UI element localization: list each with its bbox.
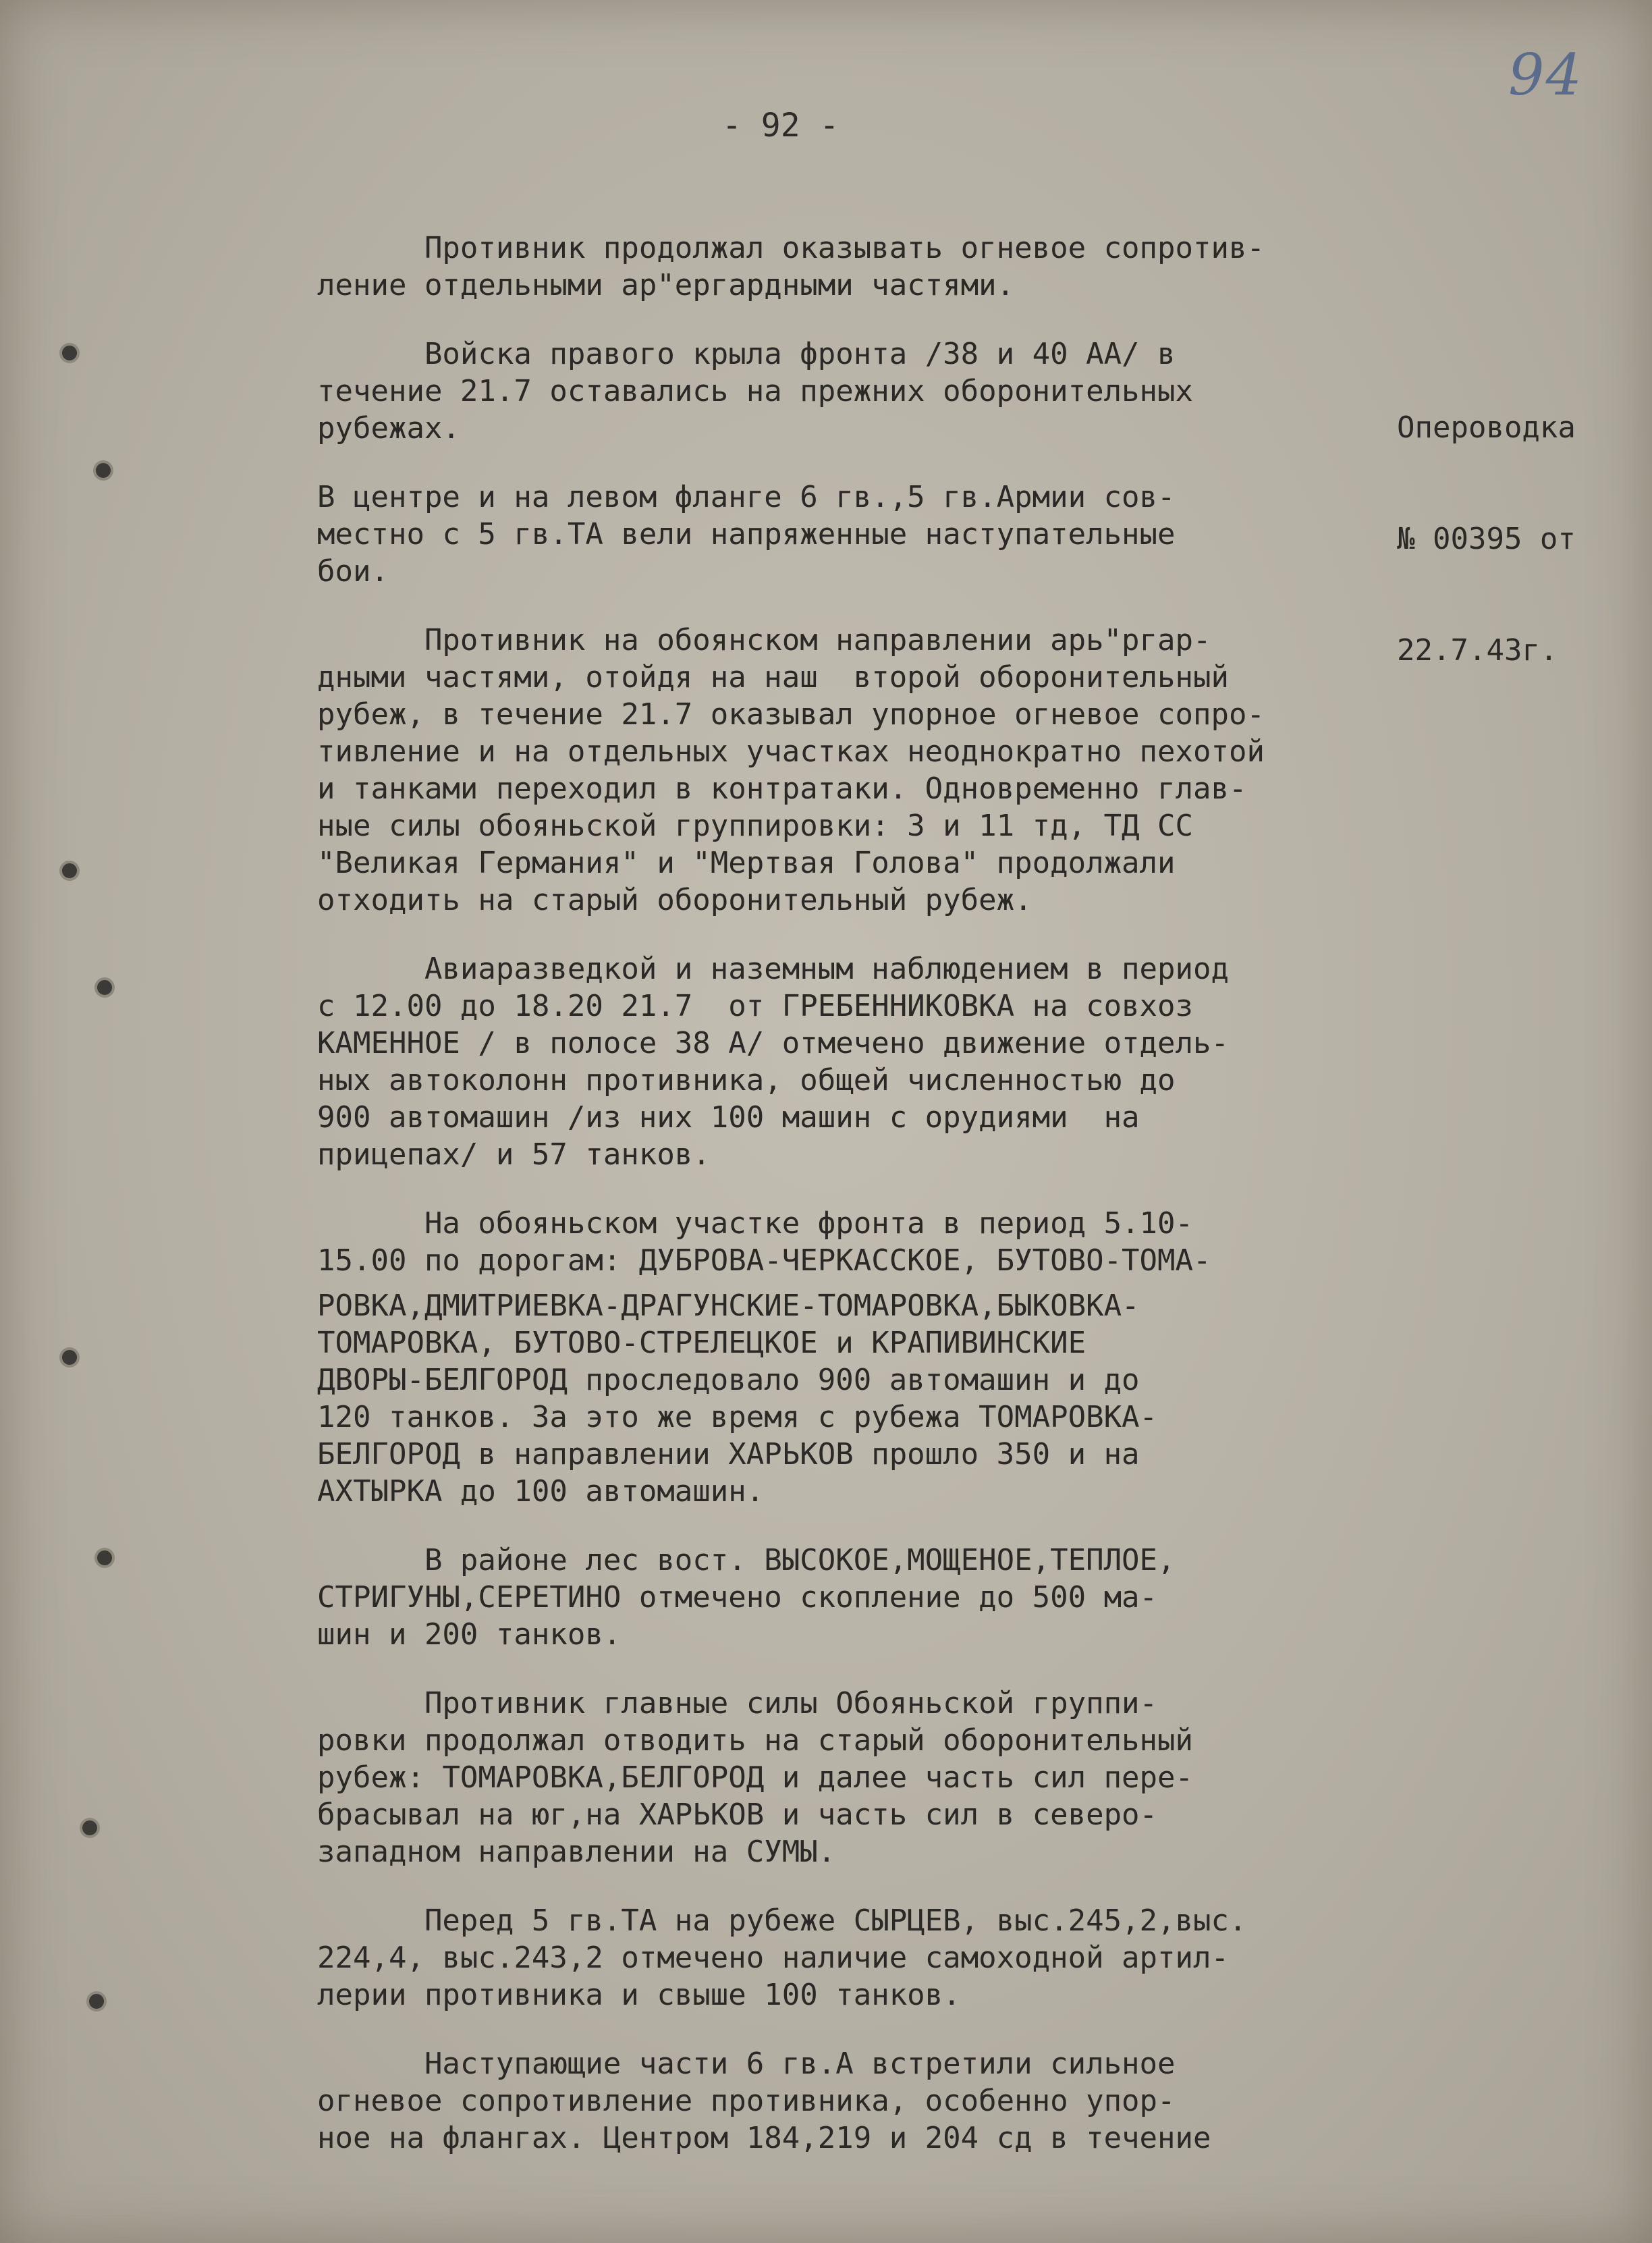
text-line: На обояньском участке фронта в период 5.10- — [317, 1206, 1194, 1241]
text-line: рубежах. — [317, 411, 460, 445]
paragraph — [317, 229, 1451, 304]
paragraph — [317, 479, 1451, 590]
paragraph — [317, 1685, 1451, 1870]
handwritten-page-number: 94 — [1508, 42, 1583, 108]
text-line: и танками переходил в контратаки. Одновременно глав- — [317, 772, 1247, 806]
typed-page-number: - 92 - — [722, 107, 839, 144]
text-line: ление отдельными ар"ергардными частями. — [317, 268, 1015, 302]
text-line: АХТЫРКА до 100 автомашин. — [317, 1474, 765, 1509]
text-line: "Великая Германия" и "Мертвая Голова" продолжали — [317, 846, 1176, 880]
text-line: Войска правого крыла фронта /38 и 40 АА/ в — [317, 337, 1176, 371]
paragraph — [317, 622, 1451, 919]
text-line: тивление и на отдельных участках неоднократно пехотой — [317, 734, 1265, 769]
text-line: Противник главные силы Обояньской группи- — [317, 1686, 1158, 1721]
binder-hole-7 — [80, 1818, 100, 1838]
text-line: шин и 200 танков. — [317, 1617, 622, 1652]
margin-note-line: № 00395 от — [1397, 522, 1576, 556]
text-line: 120 танков. За это же время с рубежа ТОМАРОВКА- — [317, 1400, 1158, 1434]
text-line: 224,4, выс.243,2 отмечено наличие самоходной артил- — [317, 1941, 1230, 1975]
text-line: В районе лес вост. ВЫСОКОЕ,МОЩЕНОЕ,ТЕПЛОЕ, — [317, 1543, 1176, 1577]
text-line: ДВОРЫ-БЕЛГОРОД проследовало 900 автомашин и до — [317, 1363, 1140, 1397]
text-line: с 12.00 до 18.20 21.7 от ГРЕБЕННИКОВКА на совхоз — [317, 989, 1194, 1023]
text-line: течение 21.7 оставались на прежних оборонительных — [317, 374, 1194, 408]
binder-hole-1 — [59, 343, 80, 363]
text-line: Противник на обоянском направлении арь"ргар- — [317, 623, 1211, 657]
margin-note-line: 22.7.43г. — [1397, 633, 1558, 668]
text-line: ные силы обояньской группировки: 3 и 11 тд, ТД СС — [317, 809, 1194, 843]
binder-hole-5 — [59, 1347, 80, 1368]
paragraph — [317, 335, 1451, 447]
binder-hole-2 — [93, 460, 113, 481]
text-line: бои. — [317, 554, 389, 589]
text-line: рубеж: ТОМАРОВКА,БЕЛГОРОД и далее часть сил пере- — [317, 1760, 1194, 1795]
text-line: ТОМАРОВКА, БУТОВО-СТРЕЛЕЦКОЕ и КРАПИВИНСКИЕ — [317, 1326, 1086, 1360]
binder-hole-8 — [86, 1991, 107, 2011]
text-line: СТРИГУНЫ,СЕРЕТИНО отмечено скопление до 500 ма- — [317, 1580, 1158, 1615]
text-line: 15.00 по дорогам: ДУБРОВА-ЧЕРКАССКОЕ, БУТОВО-ТОМА- — [317, 1243, 1211, 1278]
binder-hole-4 — [94, 977, 115, 998]
text-line: брасывал на юг,на ХАРЬКОВ и часть сил в северо- — [317, 1798, 1158, 1832]
paragraph — [317, 950, 1451, 1173]
text-line: рубеж, в течение 21.7 оказывал упорное огневое сопро- — [317, 697, 1265, 732]
text-line: местно с 5 гв.ТА вели напряженные наступательные — [317, 517, 1176, 551]
text-line: Наступающие части 6 гв.А встретили сильное — [317, 2047, 1176, 2081]
binder-hole-3 — [59, 861, 80, 881]
text-line: ных автоколонн противника, общей численностью до — [317, 1063, 1176, 1098]
text-line: БЕЛГОРОД в направлении ХАРЬКОВ прошло 350 и на — [317, 1437, 1140, 1471]
text-line: КАМЕННОЕ / в полосе 38 А/ отмечено движение отдель- — [317, 1026, 1230, 1060]
text-line: Перед 5 гв.ТА на рубеже СЫРЦЕВ, выс.245,2,выс. — [317, 1903, 1247, 1938]
text-line: отходить на старый оборонительный рубеж. — [317, 883, 1032, 917]
text-line: западном направлении на СУМЫ. — [317, 1835, 836, 1869]
paragraph — [317, 1902, 1451, 2014]
text-line: Противник продолжал оказывать огневое сопротив- — [317, 231, 1265, 265]
text-line: прицепах/ и 57 танков. — [317, 1137, 711, 1172]
text-line: лерии противника и свыше 100 танков. — [317, 1978, 961, 2012]
typed-report-body — [317, 229, 1451, 2188]
text-line: ровки продолжал отводить на старый оборонительный — [317, 1723, 1194, 1758]
margin-note-line: Опероводка — [1397, 410, 1576, 445]
text-line: огневое сопротивление противника, особенно упор- — [317, 2084, 1176, 2118]
binder-hole-6 — [94, 1548, 115, 1568]
text-line: РОВКА,ДМИТРИЕВКА-ДРАГУНСКИЕ-ТОМАРОВКА,БЫКОВКА- — [317, 1289, 1140, 1323]
text-line: ное на флангах. Центром 184,219 и 204 сд в течение — [317, 2121, 1211, 2155]
text-line: Авиаразведкой и наземным наблюдением в период — [317, 952, 1230, 986]
paragraph — [317, 2045, 1451, 2157]
paragraph — [317, 1205, 1451, 1279]
paragraph — [317, 1287, 1451, 1510]
text-line: дными частями, отойдя на наш второй оборонительный — [317, 660, 1230, 695]
paragraph — [317, 1542, 1451, 1653]
text-line: В центре и на левом фланге 6 гв.,5 гв.Армии сов- — [317, 480, 1176, 514]
text-line: 900 автомашин /из них 100 машин с орудиями на — [317, 1100, 1140, 1135]
